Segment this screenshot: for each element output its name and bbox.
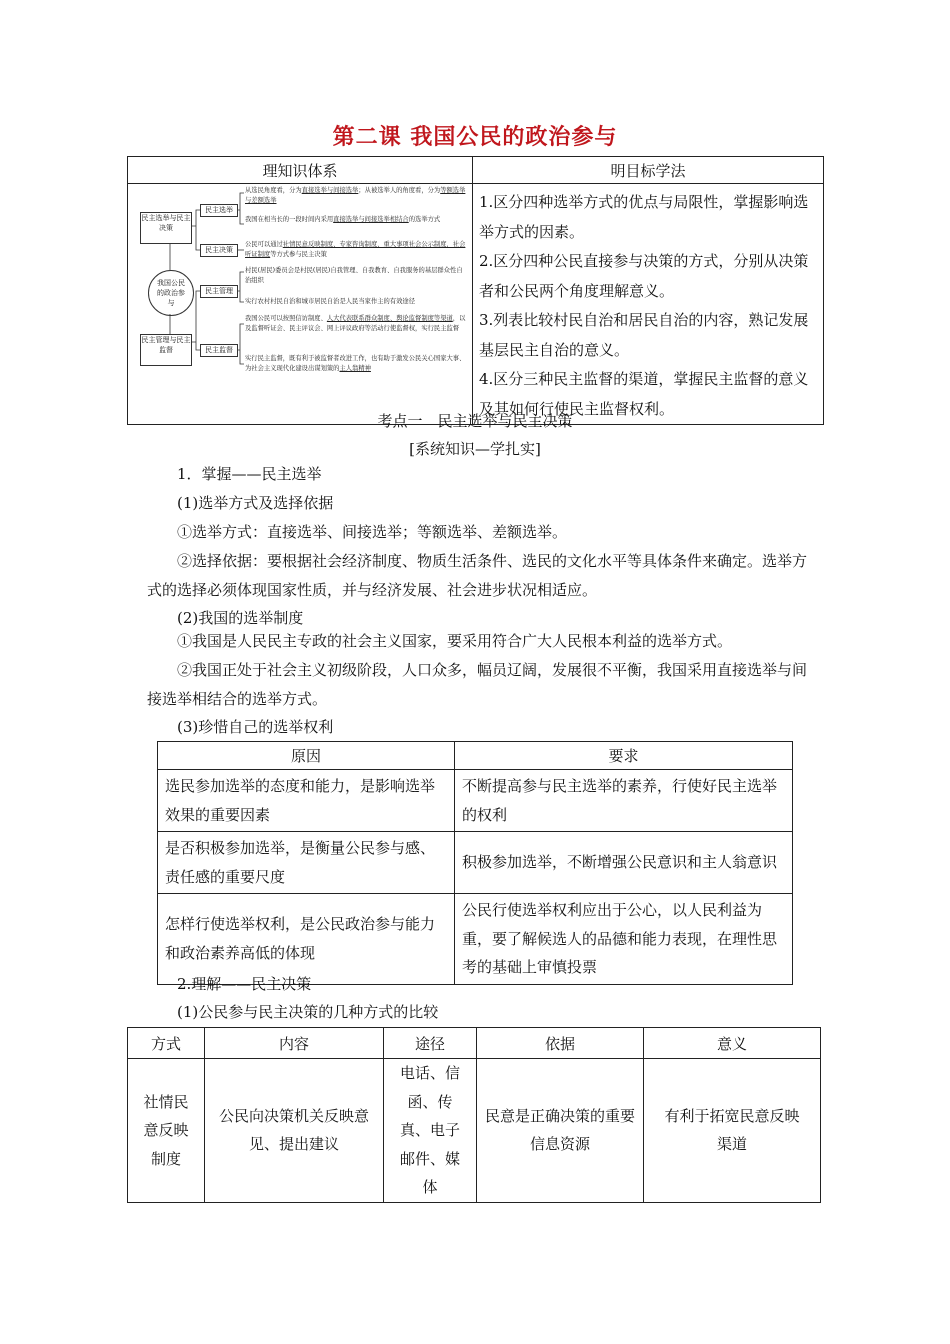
mm-management-text-1: 村民(居民)委员会是村民(居民)自我管理、自我教育、自我服务的基层群众性自治组织 (245, 267, 463, 284)
method-cell (128, 1059, 205, 1203)
mm-leaf-management: 民主管理 (200, 285, 238, 298)
method-header: 意义 (644, 1028, 821, 1059)
goals-cell (473, 184, 824, 425)
section-1-1a: ①选举方式：直接选举、间接选举；等额选举、差额选举。 (177, 523, 568, 541)
mm-center (148, 270, 194, 316)
section-1-2b: ②我国正处于社会主义初级阶段，人口众多，幅员辽阔，发展很不平衡，我国采用直接选举与间接选举相结合的选举方式。 (147, 661, 808, 708)
header-goals: 明目标学法 (473, 157, 824, 184)
method-cell (477, 1059, 644, 1203)
mm-leaf-supervision: 民主监督 (200, 344, 238, 357)
mm-election-text-2 (245, 215, 467, 225)
mm-supervision-text-2 (245, 354, 467, 373)
method-cell-text: 有利于拓宽民意反映渠道 (664, 1106, 800, 1154)
elect-header-requirement: 要求 (455, 742, 793, 770)
method-header: 内容 (205, 1028, 384, 1059)
elect-cell: 不断提高参与民主选举的素养，行使好民主选举的权利 (455, 770, 793, 832)
mm-d1u: 社情民意反映制度、专家咨询制度、重大事项社会公示制度，社会听证制度 (245, 241, 466, 258)
goal-item: 4.区分三种民主监督的渠道，掌握民主监督的意义及其如何行使民主监督权利。 (479, 370, 809, 418)
mm-e1u: 直接选举与间接选举 (301, 187, 359, 194)
mm-leaf-election: 民主选举 (200, 204, 238, 217)
method-cell-text: 社情民意反映制度 (143, 1092, 189, 1168)
section-1-3-heading: (3)珍惜自己的选举权利 (177, 718, 334, 736)
mm-e1: 从选民角度看，分为 (245, 187, 302, 194)
mm-leaf-decision: 民主决策 (200, 244, 238, 257)
mm-supervision-text-1 (245, 314, 467, 333)
mm-e3u: 直接选举与间接选举相结合 (333, 216, 409, 223)
mm-s1: 我国公民可以按照信访制度、 (245, 315, 327, 322)
mm-election-text-1 (245, 186, 467, 205)
elect-cell: 积极参加选举，不断增强公民意识和主人翁意识 (455, 832, 793, 894)
section-1-1-heading: (1)选举方式及选择依据 (177, 494, 334, 512)
mm-s3: 实行民主监督，既有利于被监督者改进工作，也有助于激发公民关心国家大事、为社会主义现代化建设出谋划策的 (245, 355, 466, 372)
method-cell-text: 公民向决策机关反映意见、提出建议 (218, 1106, 369, 1154)
mm-d1: 公民可以通过 (245, 241, 283, 248)
section-2-heading: 2.理解——民主决策 (177, 975, 312, 993)
election-rights-table (157, 741, 793, 985)
decision-methods-table (127, 1027, 821, 1203)
method-cell (384, 1059, 477, 1203)
elect-cell: 是否积极参加选举，是衡量公民参与感、责任感的重要尺度 (158, 832, 455, 894)
knowledge-goals-table (127, 156, 824, 425)
mm-s2: ，以及监督听证会、民主评议会、网上评议政府等活动行使监督权，实行民主监督 (245, 315, 466, 332)
table-row (128, 1059, 821, 1203)
page-title: 第二课 我国公民的政治参与 (332, 125, 618, 150)
method-header: 方式 (128, 1028, 205, 1059)
mindmap (128, 184, 472, 410)
table-row (158, 770, 793, 832)
mm-e3: 我国在相当长的一段时间内采用 (245, 216, 334, 223)
mm-center-label: 我国公民的政治参与 (157, 279, 185, 307)
mm-decision-text (245, 240, 467, 259)
method-cell (644, 1059, 821, 1203)
goal-item: 1.区分四种选举方式的优点与局限性，掌握影响选举方式的因素。 (479, 193, 809, 241)
kp1-subtitle: [系统知识—学扎实] (409, 440, 541, 458)
section-1-2-heading: (2)我国的选举制度 (177, 609, 304, 627)
elect-cell: 选民参加选举的态度和能力，是影响选举效果的重要因素 (158, 770, 455, 832)
method-header: 依据 (477, 1028, 644, 1059)
elect-cell: 公民行使选举权利应出于公心，以人民利益为重，要了解候选人的品德和能力表现，在理性思考的基础上审慎投票 (455, 894, 793, 985)
method-header: 途径 (384, 1028, 477, 1059)
method-cell (205, 1059, 384, 1203)
goal-item: 3.列表比较村民自治和居民自治的内容，熟记发展基层民主自治的意义。 (479, 311, 809, 359)
kp1-title: 考点一 民主选举与民主决策 (377, 412, 573, 430)
elect-cell: 怎样行使选举权利，是公民政治参与能力和政治素养高低的体现 (158, 894, 455, 985)
mindmap-cell (128, 184, 473, 425)
table-row (158, 832, 793, 894)
mm-e2u: 等额选举与差额选举 (245, 187, 466, 204)
mm-branch-management-supervision: 民主管理与民主监督 (140, 334, 192, 366)
mm-s1u: 人大代表联系群众制度、舆论监督制度等渠道 (326, 315, 453, 322)
section-1-1b: ②选择依据：要根据社会经济制度、物质生活条件、选民的文化水平等具体条件来确定。选举方式的选择必须体现国家性质，并与经济发展、社会进步状况相适应。 (147, 552, 808, 599)
mm-d2: 等方式参与民主决策 (270, 250, 327, 258)
goal-item: 2.区分四种公民直接参与决策的方式，分别从决策者和公民两个角度理解意义。 (479, 252, 809, 300)
section-2-1-heading: (1)公民参与民主决策的几种方式的比较 (177, 1003, 439, 1021)
method-cell-text: 民意是正确决策的重要信息资源 (484, 1106, 635, 1154)
section-1-heading: 1．掌握——民主选举 (177, 465, 322, 483)
mm-e2: ；从被选举人的角度看，分为 (358, 187, 441, 194)
mm-management-text-2: 实行农村村民自治和城市居民自治是人民当家作主的有效途径 (245, 298, 416, 305)
mm-e4: 的选举方式 (408, 216, 441, 223)
mm-branch-election-decision: 民主选举与民主决策 (140, 212, 192, 244)
section-1-2a: ①我国是人民民主专政的社会主义国家，要采用符合广大人民根本利益的选举方式。 (177, 632, 733, 650)
method-cell-text: 电话、信函、传真、电子邮件、媒体 (399, 1064, 460, 1196)
header-knowledge: 理知识体系 (128, 157, 473, 184)
mm-s3u: 主人翁精神 (339, 364, 371, 372)
elect-header-reason: 原因 (158, 742, 455, 770)
